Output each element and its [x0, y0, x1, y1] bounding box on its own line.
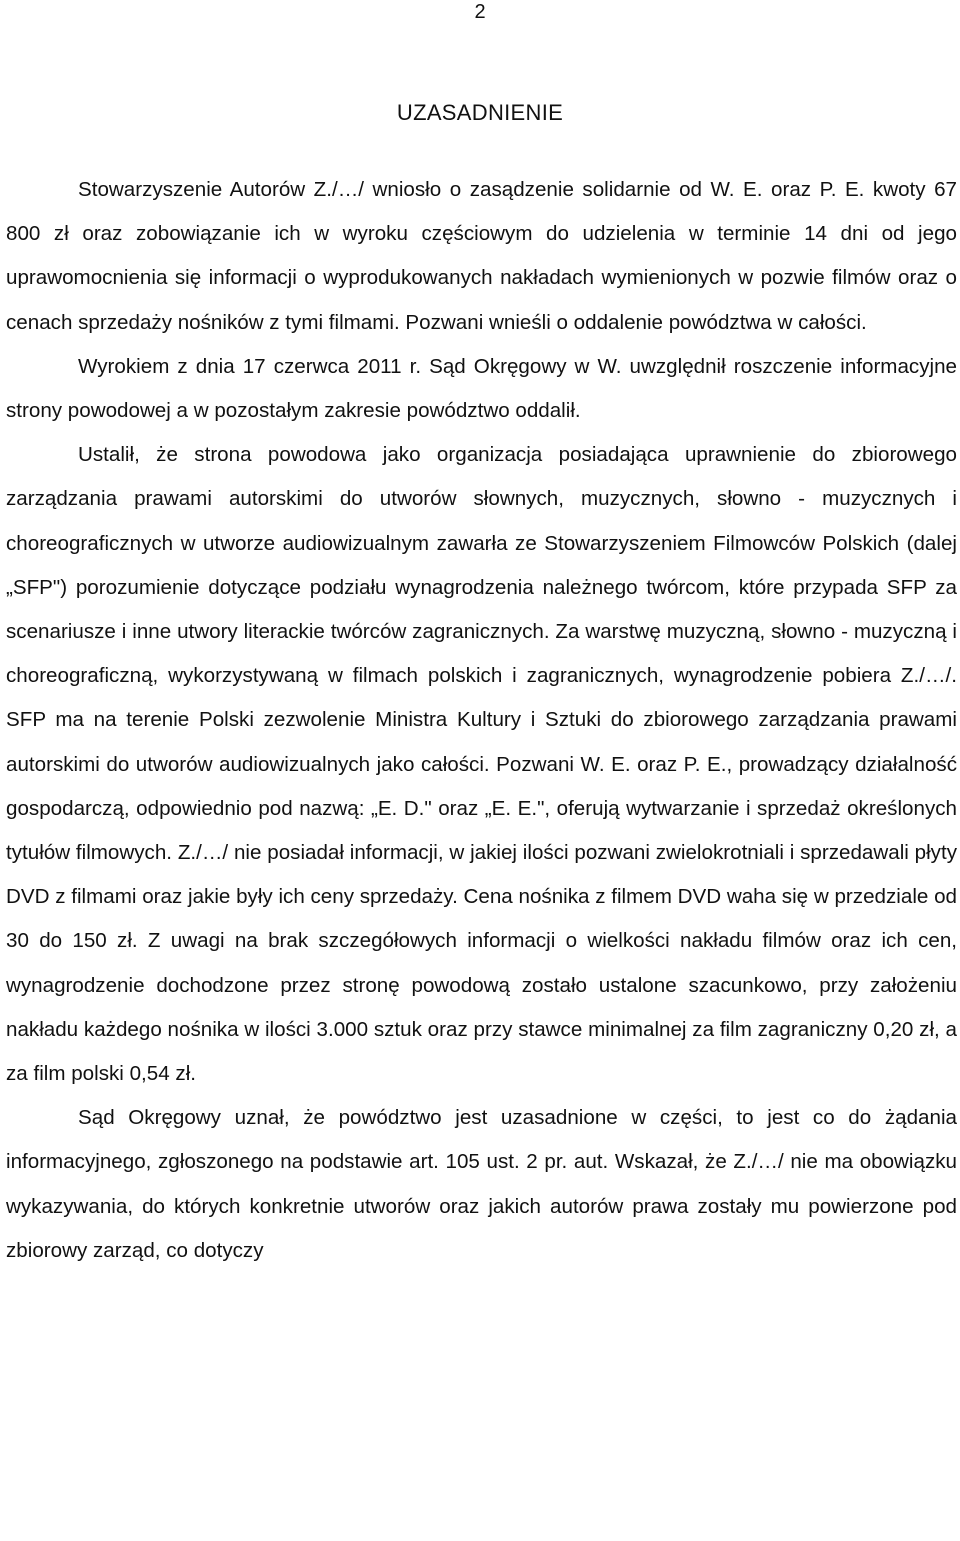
document-body: [6, 168, 957, 1273]
paragraph-court-reasoning: Sąd Okręgowy uznał, że powództwo jest uzasadnione w części, to jest co do żądania informacyjnego, zgłoszonego na podstawie art. 105 ust. 2 pr. aut. Wskazał, że Z./…/ nie ma obowiązku wykazywania, do których konkretnie utworów oraz jakich autorów prawa zostały mu powierzone pod zbiorowy zarząd, co dotyczy: [6, 1106, 957, 1262]
paragraph-findings: Ustalił, że strona powodowa jako organizacja posiadająca uprawnienie do zbiorowego zarządzania prawami autorskimi do utworów słownych, muzycznych, słowno - muzycznych i choreograficznych w utworze audiowizualnym zawarła ze Stowarzyszeniem Filmowców Polskich (dalej „SFP") porozumienie dotyczące podziału wynagrodzenia należnego twórcom, które przypada SFP za scenariusze i inne utwory literackie twórców zagranicznych. Za warstwę muzyczną, słowno - muzyczną i choreograficzną, wykorzystywaną w filmach polskich i zagranicznych, wynagrodzenie pobiera Z./…/. SFP ma na terenie Polski zezwolenie Ministra Kultury i Sztuki do zbiorowego zarządzania prawami autorskimi do utworów audiowizualnych jako całości. Pozwani W. E. oraz P. E., prowadzący działalność gospodarczą, odpowiednio pod nazwą: „E. D." oraz „E. E.", oferują wytwarzanie i sprzedaż określonych tytułów filmowych. Z./…/ nie posiadał informacji, w jakiej ilości pozwani zwielokrotniali i sprzedawali płyty DVD z filmami oraz jakie były ich ceny sprzedaży. Cena nośnika z filmem DVD waha się w przedziale od 30 do 150 zł. Z uwagi na brak szczegółowych informacji o wielkości nakładu filmów oraz ich cen, wynagrodzenie dochodzone przez stronę powodową zostało ustalone szacunkowo, przy założeniu nakładu każdego nośnika w ilości 3.000 sztuk oraz przy stawce minimalnej za film zagraniczny 0,20 zł, a za film polski 0,54 zł.: [6, 443, 957, 1086]
paragraph-claim: Stowarzyszenie Autorów Z./…/ wniosło o zasądzenie solidarnie od W. E. oraz P. E. kwoty 67 800 zł oraz zobowiązanie ich w wyroku częściowym do udzielenia w terminie 14 dni od jego uprawomocnienia się informacji o wyprodukowanych nakładach wymienionych w pozwie filmów oraz o cenach sprzedaży nośników z tymi filmami. Pozwani wnieśli o oddalenie powództwa w całości.: [6, 178, 957, 334]
paragraph-judgment: Wyrokiem z dnia 17 czerwca 2011 r. Sąd Okręgowy w W. uwzględnił roszczenie informacyjne strony powodowej a w pozostałym zakresie powództwo oddalił.: [6, 354, 957, 423]
document-title: UZASADNIENIE: [396, 100, 564, 125]
page-number: 2: [474, 1, 486, 23]
